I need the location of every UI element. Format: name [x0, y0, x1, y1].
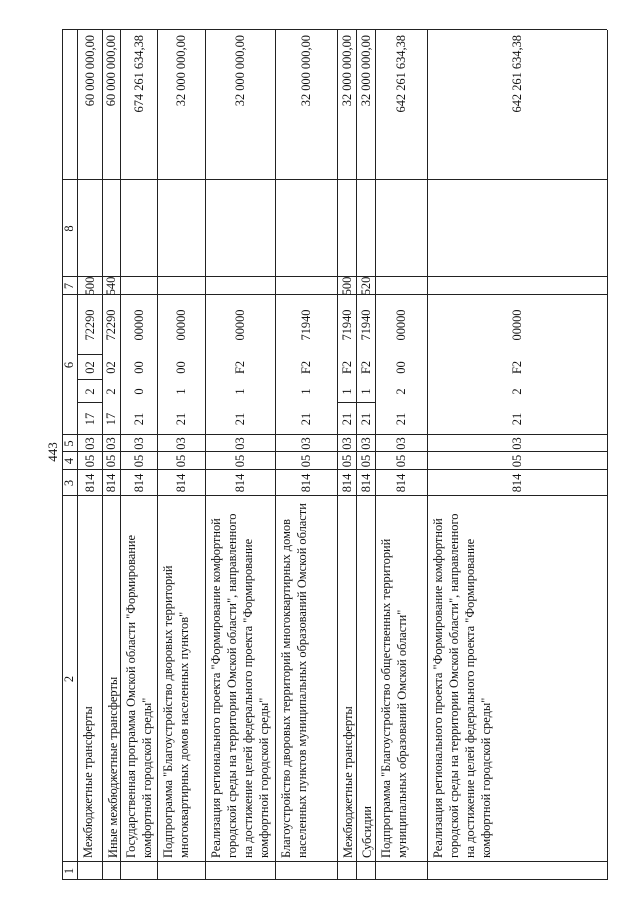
row-label: Подпрограмма "Благоустройство дворовых территорий многоквартирных домов населенных пунктов" [161, 565, 191, 858]
row-label: Государственная программа Омской области "Формирование комфортной городской среды" [124, 534, 154, 858]
row-code-6-part: F2 [299, 360, 313, 375]
column-header-8: 8 [62, 225, 76, 232]
row-amount: 32 000 000,00 [358, 35, 373, 107]
row-code-6-part: 72290 [82, 309, 97, 341]
row-code-3: 814 [358, 473, 373, 493]
row-amount: 32 000 000,00 [174, 35, 188, 107]
row-code-6-part: 2 [510, 388, 524, 395]
row-label: Реализация регионального проекта "Формирование комфортной городской среды на территории Омской области", направленного на достижение целей федерального проекта "Формирование комфортной городской среды" [431, 513, 493, 858]
row-code-5: 03 [394, 437, 408, 450]
row-code-5: 03 [131, 437, 146, 450]
row-code-6-part: 21 [358, 412, 373, 426]
row-label: Подпрограмма "Благоустройство общественных территорий муниципальных образований Омской области" [379, 538, 409, 858]
row-code-6-part: 00 [131, 361, 146, 374]
row-code-6-part: 00000 [510, 309, 524, 341]
row-code-4: 05 [82, 454, 97, 468]
row-code-6-part: 2 [394, 388, 408, 395]
row-code-7: 520 [358, 276, 373, 296]
row-label: Межбюджетные трансферты [341, 706, 355, 858]
row-code-6-part: 00000 [394, 309, 408, 341]
row-code-6-part: 02 [82, 361, 97, 374]
row-amount: 32 000 000,00 [339, 35, 354, 107]
row-code-6-part: 21 [174, 412, 188, 426]
row-code-6-part: 1 [358, 388, 373, 395]
row-code-6-part: 21 [339, 412, 354, 426]
row-code-7 [120, 277, 157, 295]
row-code-7: 500 [339, 276, 354, 296]
row-code-6-part: 2 [104, 388, 118, 395]
row-label: Субсидии [360, 806, 374, 858]
row-code-7: 500 [82, 276, 97, 296]
row-code-6-part: 1 [339, 388, 354, 395]
row-code-3: 814 [82, 473, 97, 493]
row-code-7 [427, 277, 607, 295]
row-code-6-part: 21 [131, 412, 146, 426]
column-header-5: 5 [62, 440, 76, 447]
row-code-5: 03 [510, 437, 524, 450]
row-code-6-part: 00000 [233, 309, 247, 341]
row-code-4: 05 [358, 454, 373, 468]
row-code-6-part: 21 [233, 412, 247, 426]
row-code-4: 05 [233, 454, 247, 468]
row-label: Благоустройство дворовых территорий многоквартирных домов населенных пунктов муниципальных образований Омской области [279, 503, 309, 858]
row-code-5: 03 [174, 437, 188, 450]
row-code-6-part: 71940 [299, 309, 313, 341]
row-amount: 60 000 000,00 [82, 35, 97, 107]
row-code-7 [205, 277, 275, 295]
row-code-6-part: 00 [174, 361, 188, 374]
row-code-4: 05 [394, 454, 408, 468]
row-code-6-part: 21 [299, 412, 313, 426]
row-label: Межбюджетные трансферты [81, 706, 95, 858]
row-amount: 642 261 634,38 [510, 35, 524, 113]
row-code-6-part: 1 [299, 388, 313, 395]
row-code-5: 03 [82, 437, 97, 450]
row-code-3: 814 [299, 473, 313, 493]
row-code-5: 03 [299, 437, 313, 450]
row-code-7 [157, 277, 205, 295]
row-code-5: 03 [233, 437, 247, 450]
row-code-4: 05 [510, 454, 524, 468]
row-code-6-part: 17 [104, 412, 118, 426]
row-code-6-part: 2 [82, 388, 97, 395]
row-code-7 [275, 277, 337, 295]
row-code-6-part: 72290 [104, 309, 118, 341]
column-header-2: 2 [62, 675, 76, 683]
row-code-6-part: 00 [394, 361, 408, 374]
row-code-6-part: 02 [104, 361, 118, 374]
column-header-1: 1 [62, 867, 76, 875]
row-amount: 674 261 634,38 [131, 35, 146, 113]
row-code-4: 05 [131, 454, 146, 468]
row-code-6-part: 71940 [358, 309, 373, 341]
budget-table [62, 30, 607, 880]
row-code-6-part: 00000 [174, 309, 188, 341]
row-code-3: 814 [394, 473, 408, 493]
row-code-5: 03 [358, 437, 373, 450]
row-code-5: 03 [339, 437, 354, 450]
row-code-4: 05 [299, 454, 313, 468]
row-code-3: 814 [104, 473, 118, 493]
row-code-6-part: 21 [394, 412, 408, 426]
row-code-4: 05 [104, 454, 118, 468]
column-header-6: 6 [62, 361, 76, 369]
column-header-3: 3 [62, 479, 76, 487]
table-column-rule [62, 879, 607, 880]
row-code-6-part: F2 [233, 360, 247, 375]
column-header-7: 7 [62, 282, 76, 290]
row-code-3: 814 [339, 473, 354, 493]
row-label: Иные межбюджетные трансферты [106, 676, 120, 858]
row-code-6-part: 00000 [131, 309, 146, 341]
column-header-4: 4 [62, 457, 76, 465]
row-code-6-part: 1 [233, 388, 247, 395]
row-code-3: 814 [233, 473, 247, 493]
row-code-6-part: F2 [358, 360, 373, 375]
row-code-4: 05 [339, 454, 354, 468]
table-rule [607, 30, 608, 880]
row-code-6-part: 0 [131, 388, 146, 395]
row-code-6-part: F2 [339, 360, 354, 375]
page-number: 443 [45, 442, 60, 462]
row-code-6-part: F2 [510, 360, 524, 375]
row-code-4: 05 [174, 454, 188, 468]
row-code-5: 03 [104, 437, 118, 450]
row-code-6-part: 17 [82, 412, 97, 426]
row-amount: 32 000 000,00 [233, 35, 247, 107]
row-code-6-part: 71940 [339, 309, 354, 341]
row-code-3: 814 [510, 473, 524, 493]
row-code-7 [375, 277, 427, 295]
row-code-6-part: 1 [174, 388, 188, 395]
row-label: Реализация регионального проекта "Формирование комфортной городской среды на территории Омской области", направленного на достижение целей федерального проекта "Формирование комфортной городской среды" [209, 513, 271, 858]
row-amount: 60 000 000,00 [104, 35, 118, 107]
row-code-3: 814 [174, 473, 188, 493]
row-amount: 642 261 634,38 [394, 35, 408, 113]
row-code-6-part: 21 [510, 412, 524, 426]
row-amount: 32 000 000,00 [299, 35, 313, 107]
row-code-7: 540 [104, 276, 118, 296]
row-code-3: 814 [131, 473, 146, 493]
